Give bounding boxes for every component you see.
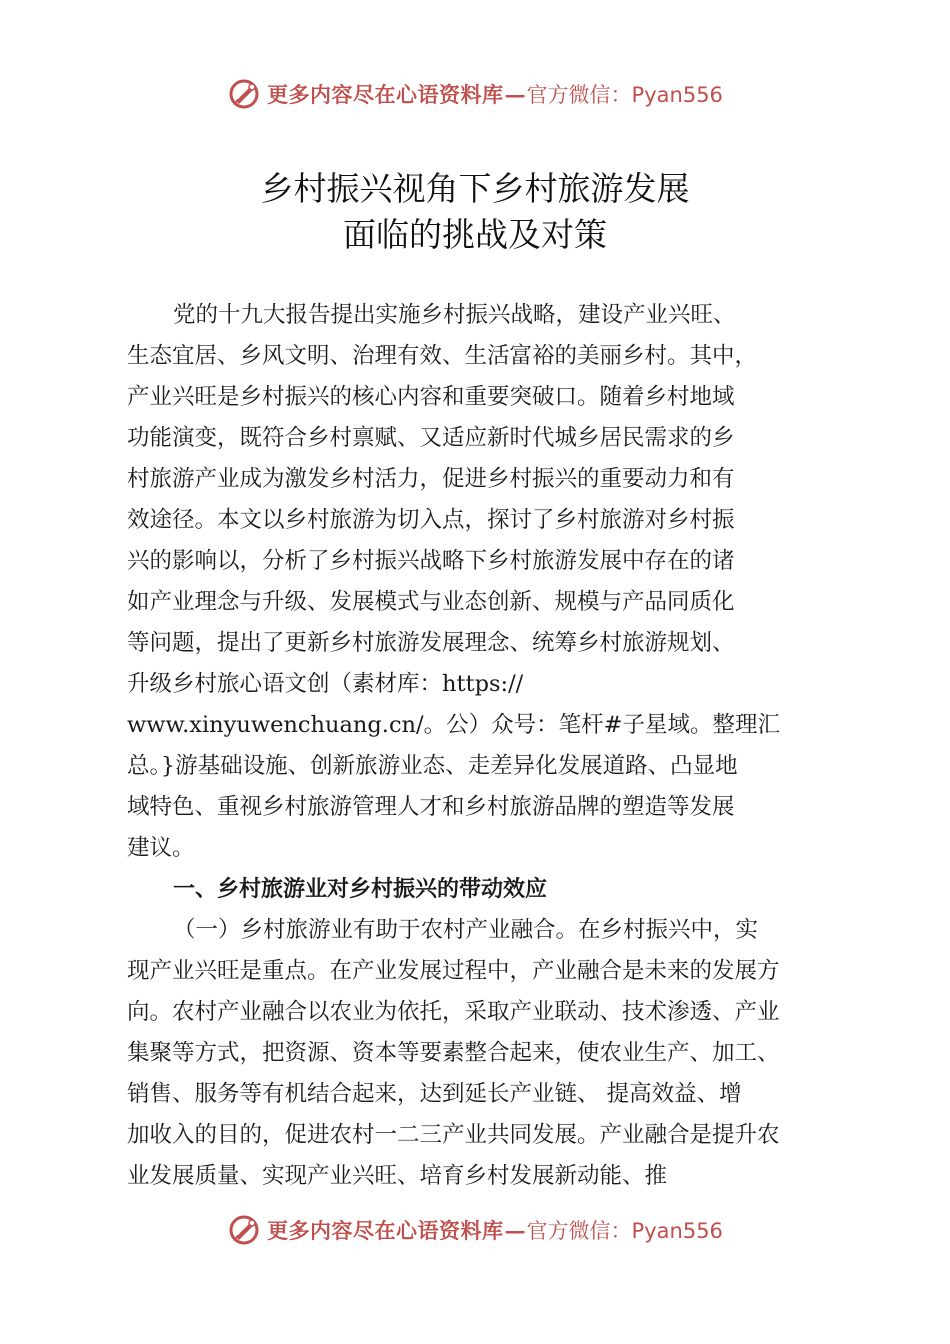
body-line: 建议。 <box>127 835 195 861</box>
body-line: 加收入的目的，促进农村一二三产业共同发展。产业融合是提升农 <box>127 1122 780 1148</box>
body-line: 域特色、重视乡村旅游管理人才和乡村旅游品牌的塑造等发展 <box>127 794 735 820</box>
body-line: 党的十九大报告提出实施乡村振兴战略，建设产业兴旺、 <box>173 302 736 328</box>
banner-dash: — <box>504 1217 526 1243</box>
body-line: 效途径。本文以乡村旅游为切入点，探讨了乡村旅游对乡村振 <box>127 507 735 533</box>
section-heading: 一、乡村旅游业对乡村振兴的带动效应 <box>173 877 548 902</box>
body-line: 销售、服务等有机结合起来，达到延长产业链、 提高效益、增 <box>127 1081 742 1107</box>
body-line: 村旅游产业成为激发乡村活力，促进乡村振兴的重要动力和有 <box>127 466 735 492</box>
document-body <box>127 295 867 1197</box>
title-line-1: 乡村振兴视角下乡村旅游发展 <box>260 169 690 208</box>
quill-pen-logo-icon <box>227 77 261 111</box>
body-line: 总。}游基础设施、创新旅游业态、走差异化发展道路、凸显地 <box>127 753 738 779</box>
banner-text: 更多内容尽在心语资料库 <box>267 1218 504 1243</box>
body-line: 生态宜居、乡风文明、治理有效、生活富裕的美丽乡村。其中， <box>127 343 758 369</box>
body-line: 功能演变，既符合乡村禀赋、又适应新时代城乡居民需求的乡 <box>127 425 735 451</box>
quill-pen-logo-icon <box>227 1213 261 1247</box>
banner-contact: 官方微信：Pyan556 <box>526 83 723 107</box>
body-line: 兴的影响以，分析了乡村振兴战略下乡村旅游发展中存在的诸 <box>127 548 735 574</box>
body-line: www.xinyuwenchuang.cn/。公）众号：笔杆#子星域。整理汇 <box>127 712 780 738</box>
body-line: 升级乡村旅心语文创（素材库：https:// <box>127 671 524 697</box>
banner-dash: — <box>504 81 526 107</box>
body-line: 等问题，提出了更新乡村旅游发展理念、统筹乡村旅游规划、 <box>127 630 735 656</box>
body-line: 如产业理念与升级、发展模式与业态创新、规模与产品同质化 <box>127 589 735 615</box>
banner-text: 更多内容尽在心语资料库 <box>267 82 504 107</box>
body-line: 向。农村产业融合以农业为依托，采取产业联动、技术渗透、产业 <box>127 999 780 1025</box>
header-banner <box>0 72 950 116</box>
body-line: 集聚等方式，把资源、资本等要素整合起来，使农业生产、加工、 <box>127 1040 780 1066</box>
body-line: 业发展质量、实现产业兴旺、培育乡村发展新动能、推 <box>127 1163 668 1189</box>
title-line-2: 面临的挑战及对策 <box>343 215 607 254</box>
banner-contact: 官方微信：Pyan556 <box>526 1219 723 1243</box>
footer-banner <box>0 1208 950 1252</box>
body-line: 现产业兴旺是重点。在产业发展过程中，产业融合是未来的发展方 <box>127 958 780 984</box>
document-title <box>0 166 950 258</box>
body-line: 产业兴旺是乡村振兴的核心内容和重要突破口。随着乡村地域 <box>127 384 735 410</box>
body-line: （一）乡村旅游业有助于农村产业融合。在乡村振兴中，实 <box>173 917 759 943</box>
